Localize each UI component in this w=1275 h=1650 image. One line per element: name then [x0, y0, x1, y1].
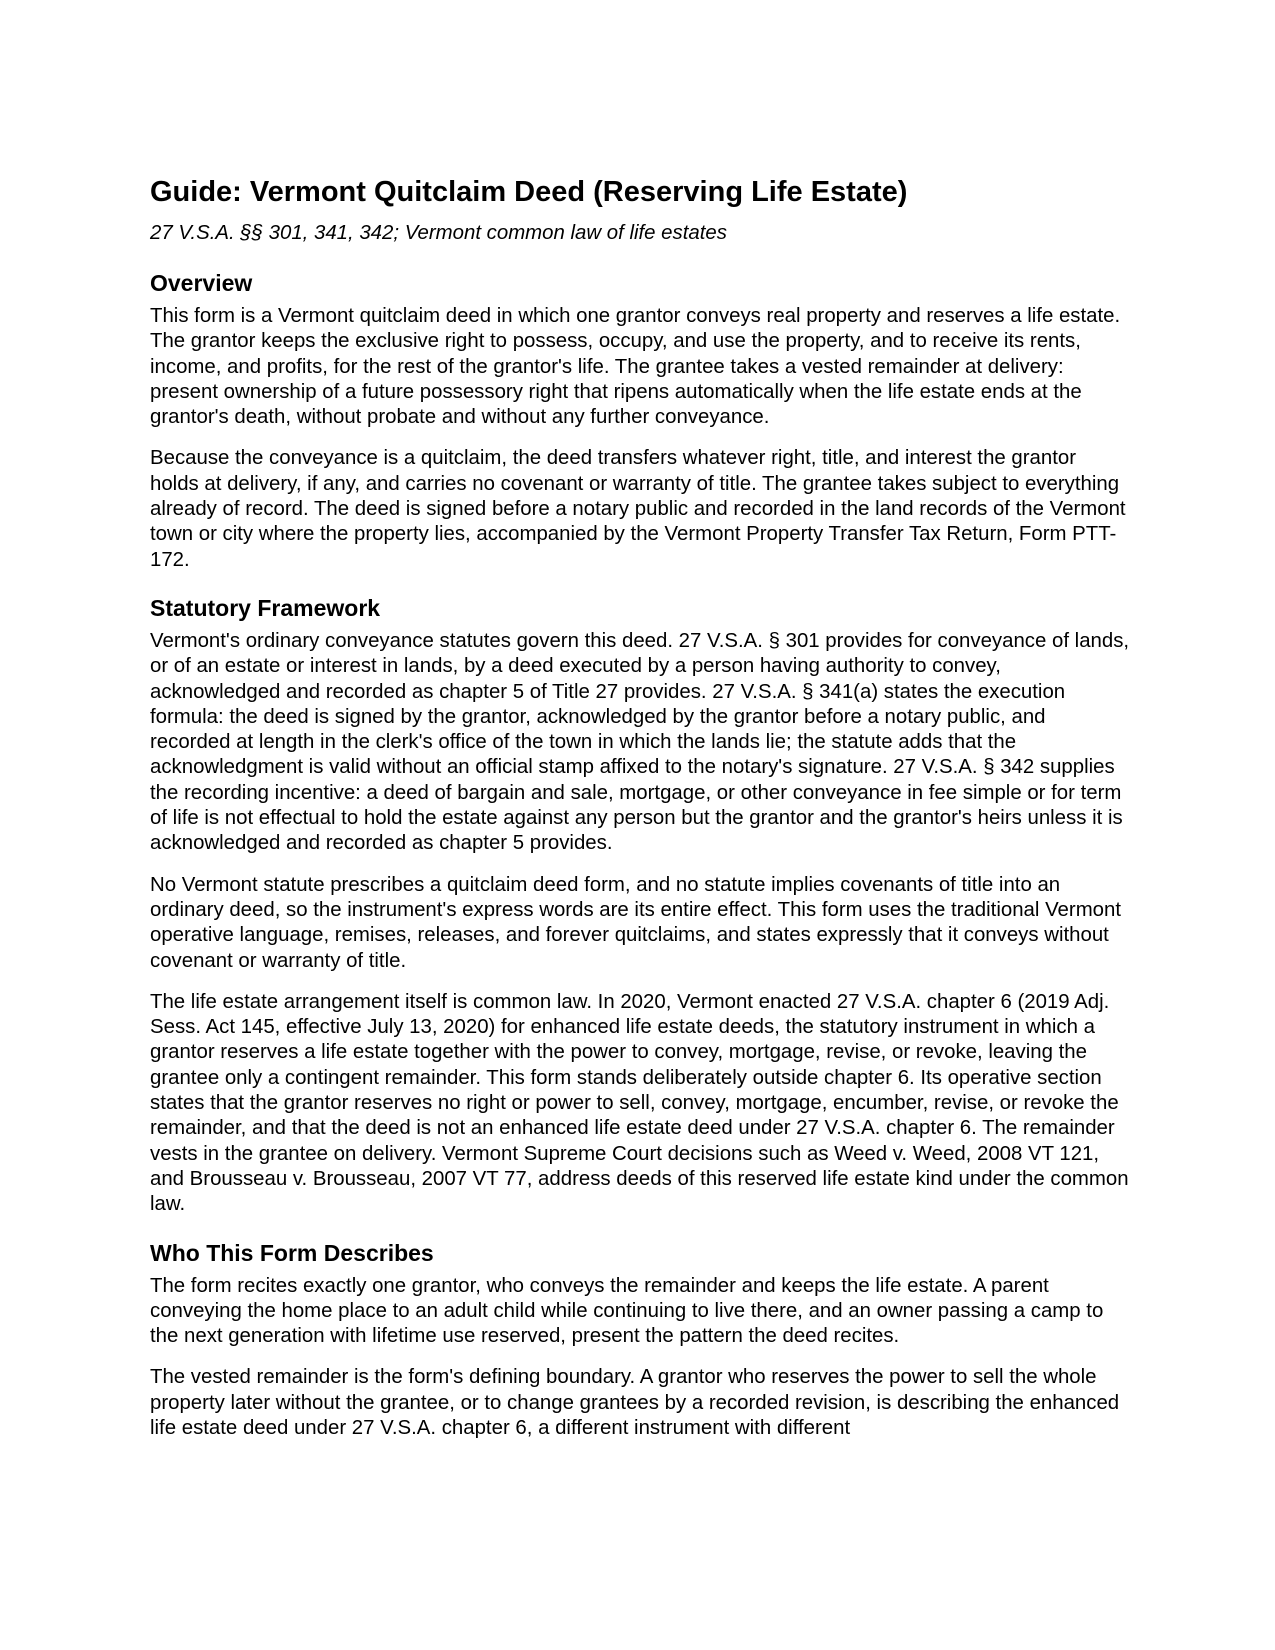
document-subtitle: 27 V.S.A. §§ 301, 341, 342; Vermont common law of life estates — [150, 222, 727, 244]
paragraph: Vermont's ordinary conveyance statutes govern this deed. 27 V.S.A. § 301 provides for conveyance of lands, or of an estate or interest in lands, by a deed executed by a person having authority to convey, acknowledged and recorded as chapter 5 of Title 27 provides. 27 V.S.A. § 341(a) states the execution formula: the deed is signed by the grantor, acknowledged by the grantor before a notary public, and recorded at length in the clerk's office of the town in which the lands lie; the statute adds that the acknowledgment is valid without an official stamp affixed to the notary's signature. 27 V.S.A. § 342 supplies the recording incentive: a deed of bargain and sale, mortgage, or other conveyance in fee simple or for term of life is not effectual to hold the estate against any person but the grantor and the grantor's heirs unless it is acknowledged and recorded as chapter 5 provides. — [150, 629, 1130, 855]
paragraph: This form is a Vermont quitclaim deed in which one grantor conveys real property and reserves a life estate. The grantor keeps the exclusive right to possess, occupy, and use the property, and to receive its rents, income, and profits, for the rest of the grantor's life. The grantee takes a vested remainder at delivery: present ownership of a future possessory right that ripens automatically when the life estate ends at the grantor's death, without probate and without any further conveyance. — [150, 305, 1121, 429]
section-heading-who-this-form-describes: Who This Form Describes — [150, 1239, 434, 1266]
paragraph: The form recites exactly one grantor, who conveys the remainder and keeps the life estate. A parent conveying the home place to an adult child while continuing to live there, and an owner passing a camp to the next generation with lifetime use reserved, present the pattern the deed recites. — [150, 1274, 1104, 1348]
section-heading-statutory-framework: Statutory Framework — [150, 594, 381, 621]
paragraph: Because the conveyance is a quitclaim, the deed transfers whatever right, title, and interest the grantor holds at delivery, if any, and carries no covenant or warranty of title. The grantee takes subject to everything already of record. The deed is signed before a notary public and recorded in the land records of the Vermont town or city where the property lies, accompanied by the Vermont Property Transfer Tax Return, Form PTT-172. — [150, 447, 1126, 571]
paragraph: The life estate arrangement itself is common law. In 2020, Vermont enacted 27 V.S.A. chapter 6 (2019 Adj. Sess. Act 145, effective July 13, 2020) for enhanced life estate deeds, the statutory instrument in which a grantor reserves a life estate together with the power to convey, mortgage, revise, or revoke, leaving the grantee only a contingent remainder. This form stands deliberately outside chapter 6. Its operative section states that the grantor reserves no right or power to sell, convey, mortgage, encumber, revise, or revoke the remainder, and that the deed is not an enhanced life estate deed under 27 V.S.A. chapter 6. The remainder vests in the grantee on delivery. Vermont Supreme Court decisions such as Weed v. Weed, 2008 VT 121, and Brousseau v. Brousseau, 2007 VT 77, address deeds of this reserved life estate kind under the common law. — [150, 990, 1129, 1216]
document-body — [150, 172, 1130, 1441]
paragraph: No Vermont statute prescribes a quitclaim deed form, and no statute implies covenants of title into an ordinary deed, so the instrument's express words are its entire effect. This form uses the traditional Vermont operative language, remises, releases, and forever quitclaims, and states expressly that it conveys without covenant or warranty of title. — [150, 873, 1122, 972]
section-heading-overview: Overview — [150, 270, 253, 296]
paragraph: The vested remainder is the form's defining boundary. A grantor who reserves the power to sell the whole property later without the grantee, or to change grantees by a recorded revision, is describing the enhanced life estate deed under 27 V.S.A. chapter 6, a different instrument with different — [150, 1366, 1120, 1439]
document-title: Guide: Vermont Quitclaim Deed (Reserving Life Estate) — [150, 176, 908, 208]
